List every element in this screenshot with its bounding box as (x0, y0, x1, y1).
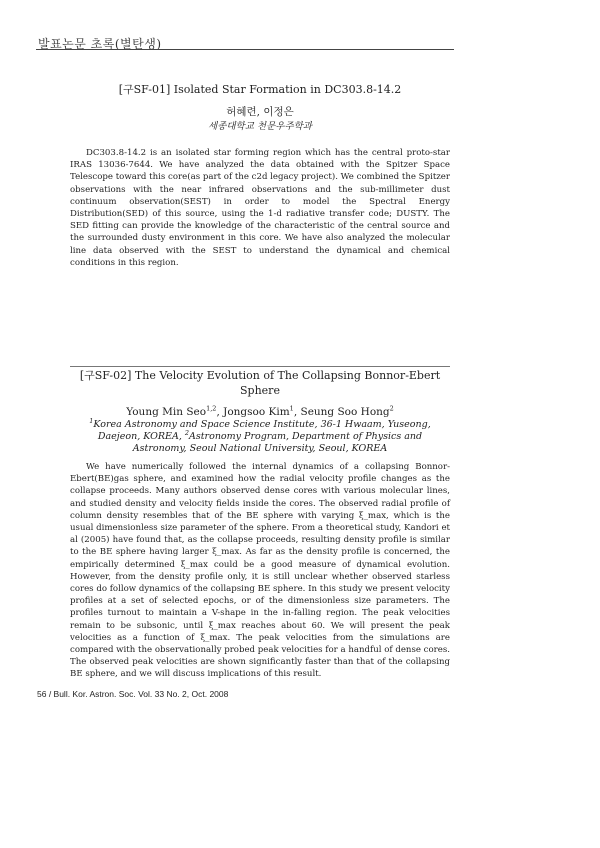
author-name: Young Min Seo (126, 406, 207, 418)
abstract-2-affiliation (70, 416, 450, 455)
abstract-2-authors: Young Min Seo$^{1,2}$, Jongsoo Kim$^1$, Seung Soo Hong$^2$ (126, 404, 394, 418)
abstract-2-body (70, 461, 450, 681)
abstract-1-body (70, 147, 450, 269)
author-name: Seung Soo Hong (300, 406, 390, 418)
abstract-2-paragraph: We have numerically followed the internal dynamics of a collapsing Bonnor-Ebert(BE)gas sphere, and examined how the radial velocity profile changes as the collapse proceeds. Many authors observed dense cores with various molecular lines, and studied density and velocity fields inside the cores. The observed radial profile of column density resembles that of the BE sphere with varying ξ_max, which is the usual dimensionless size parameter of the sphere. From a theoretical study, Kandori et al (2005) have found that, as the collapse proceeds, resulting density profile is similar to the BE sphere having larger ξ_max. As far as the density profile is concerned, the empirically determined ξ_max could be a good measure of dynamical evolution. However, from the density profile only, it is still unclear whether observed starless cores do follow dynamics of the collapsing BE sphere. In this study we present velocity profiles at a set of selected epochs, or of the dimensionless size parameters. The profiles turnout to maintain a V-shape in the in-falling region. The peak velocities remain to be subsonic, until ξ_max reaches about 60. We will present the peak velocities as a function of ξ_max. The peak velocities from the simulations are compared with the observationally probed peak velocities for a handful of dense cores. The observed peak velocities are shown significantly faster than that of the collapsing BE sphere, and we will discuss implications of this result. (70, 462, 450, 680)
page-footer: 56 / Bull. Kor. Astron. Soc. Vol. 33 No. 2, Oct. 2008 (37, 689, 229, 699)
author-affiliation-mark: 1,2 (206, 404, 217, 413)
affiliation-mark: 2 (184, 428, 189, 437)
abstract-1-authors: 허혜련, 이정은 (226, 106, 294, 118)
section-divider (70, 366, 450, 367)
abstract-2-title: [구SF-02] The Velocity Evolution of The Collapsing Bonnor-Ebert Sphere (79, 369, 441, 397)
author-affiliation-mark: 2 (389, 404, 394, 413)
running-header: 발표논문 초록(별탄생) (38, 37, 162, 51)
header-rule (36, 49, 454, 50)
author-name: Jongsoo Kim (223, 406, 290, 418)
affiliation-text: Korea Astronomy and Space Science Institute, 36-1 Hwaam, Yuseong, Daejeon, KOREA, (93, 419, 431, 442)
author-affiliation-mark: 1 (289, 404, 294, 413)
affiliation-mark: 1 (89, 416, 94, 425)
affiliation-text: Astronomy Program, Department of Physics and Astronomy, Seoul National University, Seoul, KOREA (132, 431, 423, 454)
abstract-1-title: [구SF-01] Isolated Star Formation in DC303.8-14.2 (118, 83, 402, 96)
abstract-1-affiliation: 세종대학교 천문우주학과 (208, 121, 312, 132)
abstract-1-paragraph: DC303.8-14.2 is an isolated star forming region which has the central proto-star IRAS 13036-7644. We have analyzed the data obtained with the Spitzer Space Telescope toward this core(as part of the c2d legacy project). We combined the Spitzer observations with the near infrared observations and the sub-millimeter dust continuum observation(SEST) in order to model the Spectral Energy Distribution(SED) of this source, using the 1-d radiative transfer code; DUSTY. The SED fitting can provide the knowledge of the characteristic of the central source and the surrounded dusty environment in this core. We have also analyzed the molecular line data observed with the SEST to understand the dynamical and chemical conditions in this region. (70, 148, 450, 268)
